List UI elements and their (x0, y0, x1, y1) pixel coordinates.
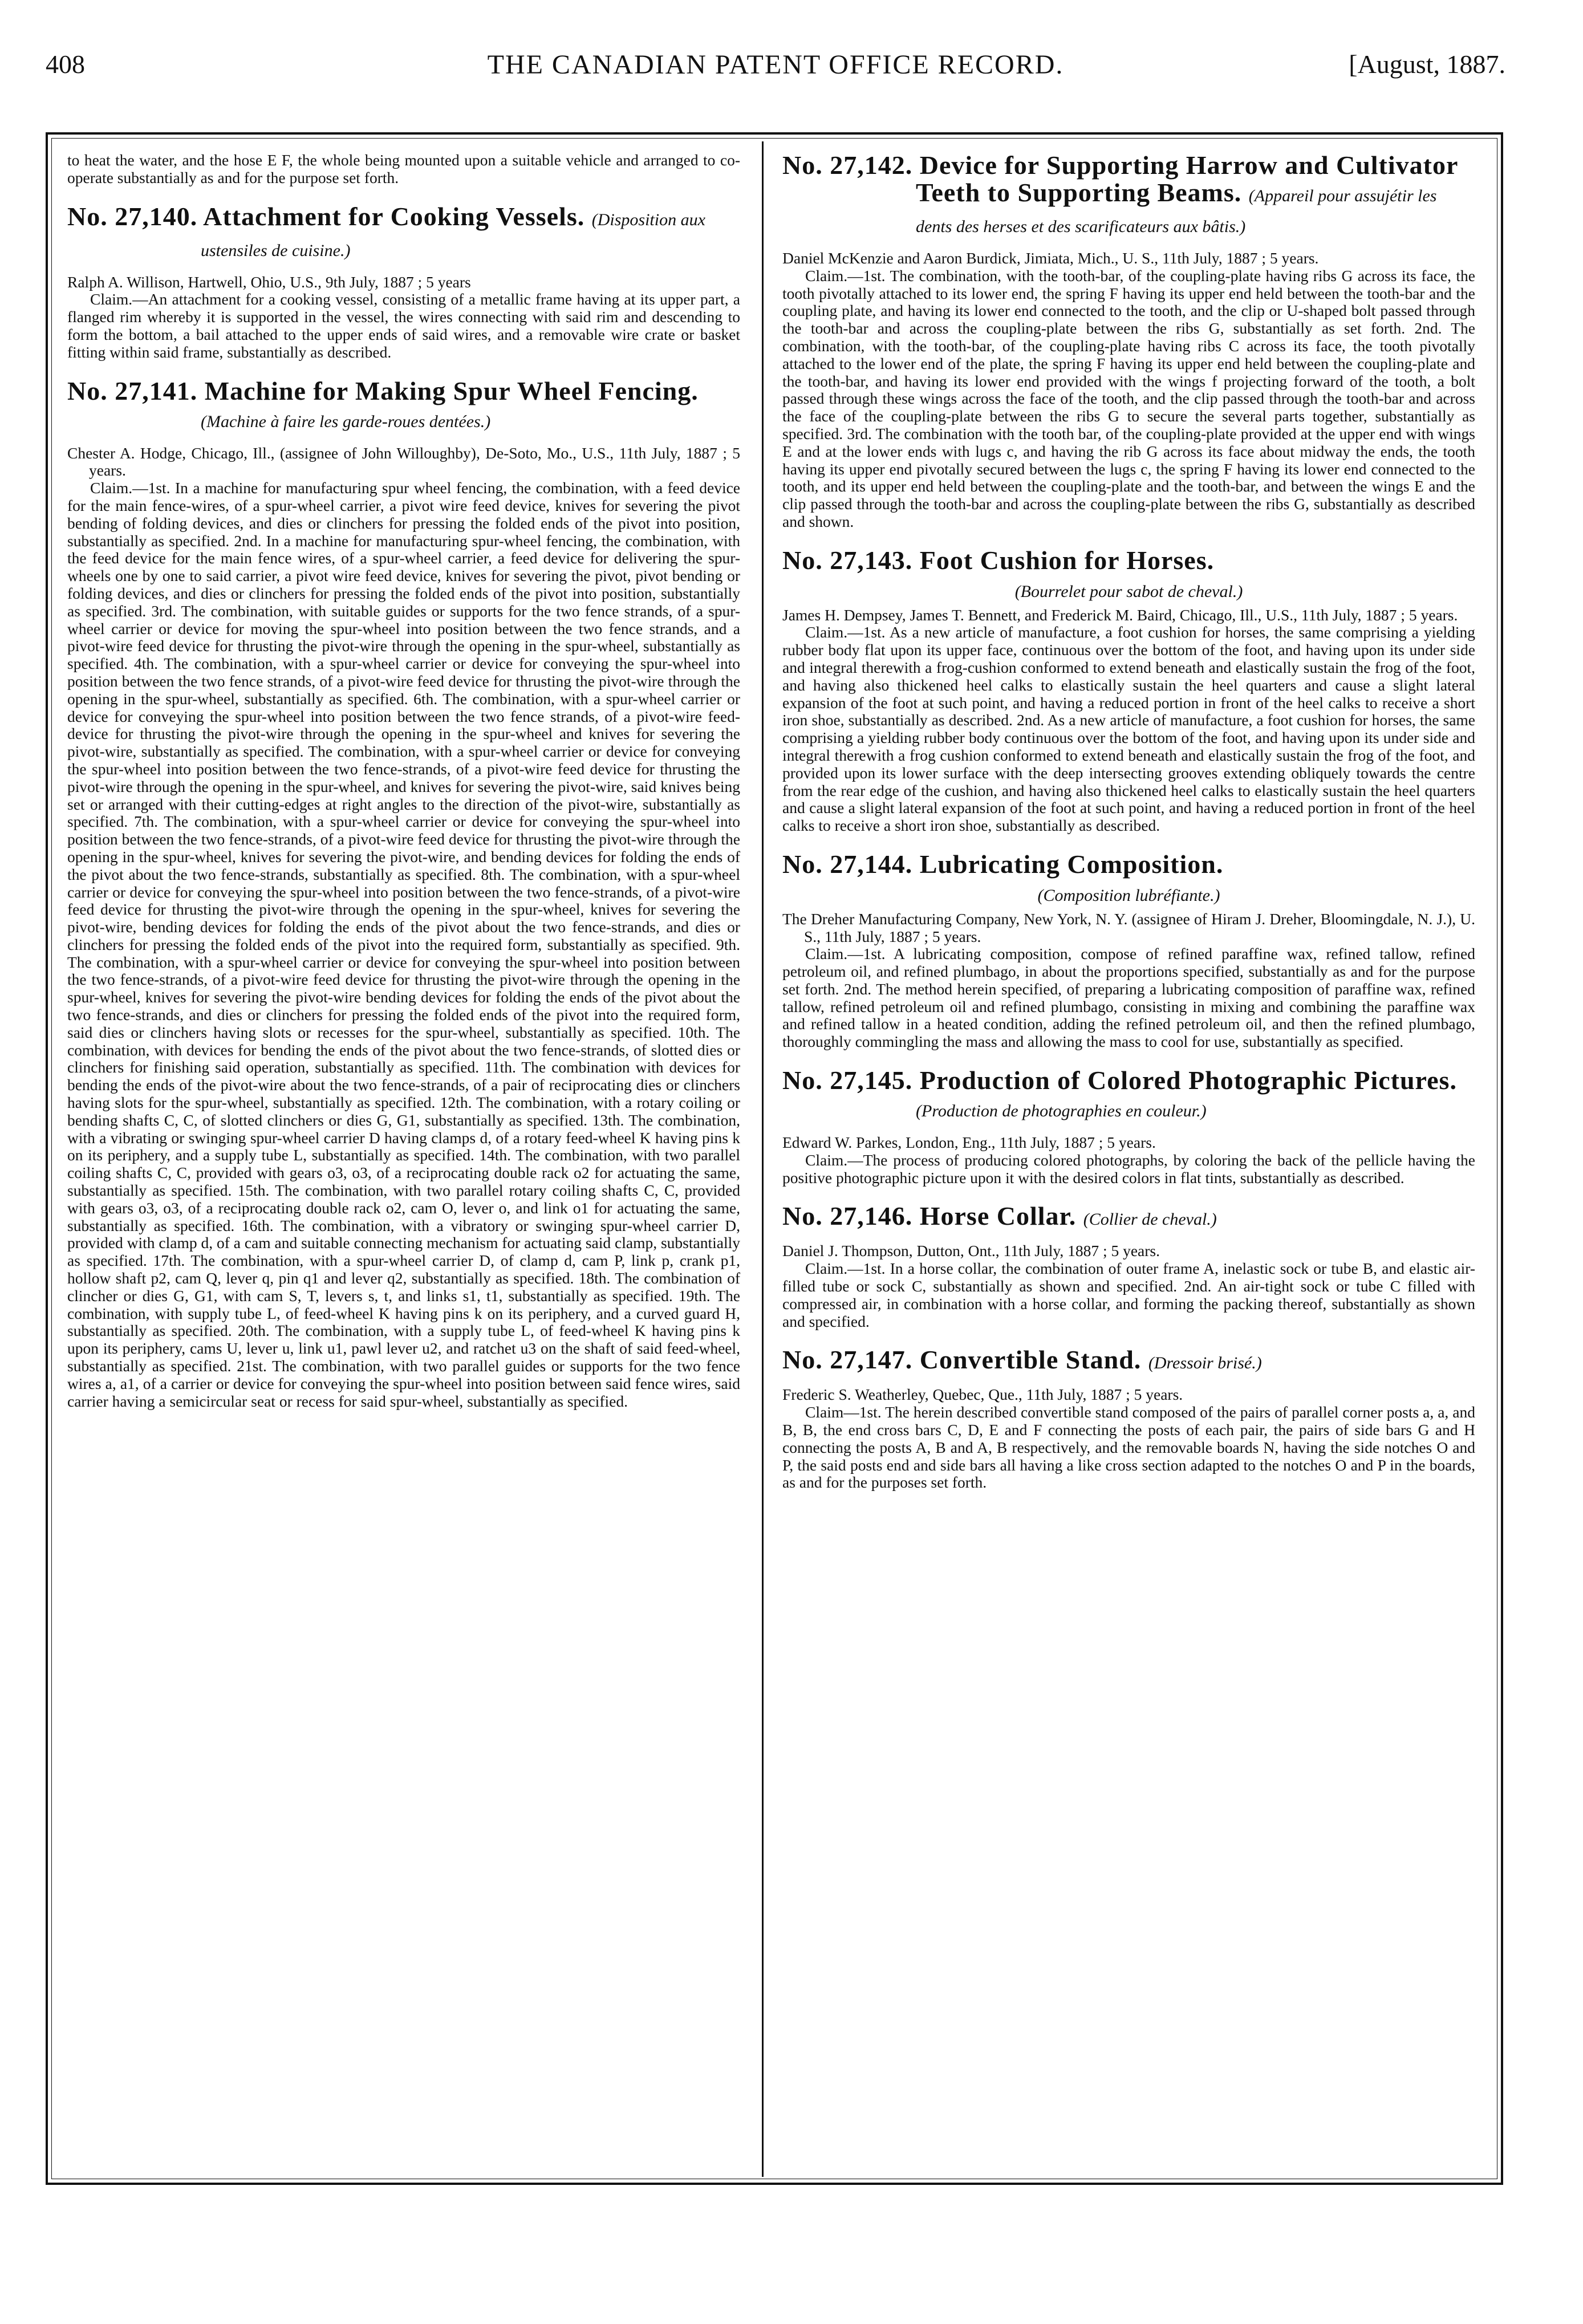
patent-heading: No. 27,142. Device for Supporting Harrow and Cultivator Teeth to Supporting Beams. (Appareil pour assujétir les dents des herses et des scarificateurs aux bâtis.) (782, 151, 1458, 236)
patent-entry-27140 (67, 203, 740, 361)
patent-entry-27146 (782, 1202, 1475, 1330)
page-header (46, 49, 1505, 106)
french-title: (Machine à faire les garde-roues dentées.) (201, 412, 491, 431)
french-title: (Composition lubréfiante.) (1037, 885, 1220, 905)
patent-entry-27147 (782, 1346, 1475, 1492)
right-column (782, 152, 1475, 1492)
french-title: (Bourrelet pour sabot de cheval.) (1014, 582, 1243, 601)
patent-heading: No. 27,144. Lubricating Composition. (782, 849, 1224, 879)
patent-entry-27143 (782, 547, 1475, 835)
french-title: (Disposition aux ustensiles de cuisine.) (201, 210, 705, 260)
patentee-line: Daniel J. Thompson, Dutton, Ont., 11th July, 1887 ; 5 years. (782, 1242, 1160, 1260)
patent-entry-27144 (782, 851, 1475, 1051)
patent-heading: No. 27,146. Horse Collar. (Collier de cheval.) (782, 1201, 1217, 1231)
patent-heading: No. 27,140. Attachment for Cooking Vessels. (Disposition aux ustensiles de cuisine.) (67, 201, 705, 260)
patent-heading: No. 27,145. Production of Colored Photographic Pictures. (Production de photographies en couleur.) (782, 1066, 1457, 1121)
claim-text: Claim.—1st. In a machine for manufacturing spur wheel fencing, the combination, with a feed device for the main fence-wires, of a spur-wheel carrier, a pivot wire feed device, knives for severing the pivot bending of folding devices, and dies or clinchers for pressing the folded ends of the pivot into position, substantially as specified. 2nd. In a machine for manufacturing spur-wheel fencing, the combination, with the feed device for the main fence wires, of a spur-wheel carrier, a feed device for delivering the spur-wheels one by one to said carrier, a pivot wire feed device, knives for severing the pivot, pivot bending or folding devices, and dies or clinchers for pressing the folded ends of the pivot into position, substantially as specified. 3rd. The combination, with suitable guides or supports for the two fence strands, of a spur-wheel carrier or device for moving the spur-wheel into position between the two fence strands, and a pivot-wire feed device for thrusting the pivot-wire through the opening in the spur-wheel, substantially as specified. 4th. The combination, with a spur-wheel carrier or device for conveying the spur-wheel into position between the two fence strands, of a pivot-wire feed device for thrusting the pivot-wire through the opening in the spur-wheel, substantially as specified. 6th. The combination, with a spur-wheel carrier or device for conveying the spur-wheel into position between the two fence strands, of a pivot-wire feed-device for thrusting the pivot-wire through the opening in the spur-wheel and knives for severing the pivot-wire, substantially as specified. The combination, with a spur-wheel carrier or device for conveying the spur-wheel into position between the two fence-strands, of a pivot-wire feed device for thrusting the pivot-wire through the opening in the spur-wheel, and knives for severing the pivot-wire, said knives being set or arranged with their cutting-edges at right angles to the direction of the pivot-wire, substantially as specified. 7th. The combination, with a spur-wheel carrier or device for conveying the spur-wheel into position between the two fence-strands, of a pivot-wire feed device for thrusting the pivot-wire through the opening in the spur-wheel, knives for severing the pivot-wire, and bending devices for folding the ends of the pivot about the two fence-strands, substantially as specified. 8th. The combination, with a spur-wheel carrier or device for conveying the spur-wheel into position between the two fence-strands, of a pivot-wire feed device for thrusting the pivot-wire through the opening in the spur-wheel, knives for severing the pivot-wire, bending devices for folding the ends of the pivot about the two fence-strands, and dies or clinchers for pressing the folded ends of the pivot into the required form, substantially as specified. 9th. The combination, with a spur-wheel carrier or device for conveying the spur-wheel into position between the two fence-strands, of a pivot-wire feed device for thrusting the pivot-wire through the opening in the spur-wheel, knives for severing the pivot-wire bending devices for folding the ends of the pivot about the two fence-strands, and dies or clinchers for pressing the folded ends of the pivot into the required form, said dies or clinchers having slots or recesses for the spur-wheel, substantially as specified. 10th. The combination, with devices for bending the ends of the pivot about the two fence-strands, of slotted dies or clinchers for finishing said operation, substantially as specified. 11th. The combination with devices for bending the ends of the pivot-wire about the two fence-strands, of a pair of reciprocating dies or clinchers having slots for the spur-wheel, substantially as specified. 12th. The combination, with a rotary coiling or bending shafts C, C, of slotted clinchers or dies G, G1, substantially as specified. 13th. The combination, with a vibrating or swinging spur-wheel carrier D having clamps d, of a rotary feed-wheel K having pins k on its periphery, and a supply tube L, substantially as specified. 14th. The combination, with two parallel coiling shafts C, C, provided with gears o3, o3, of a reciprocating double rack o2 for actuating the same, substantially as specified. 15th. The combination, with two parallel rotary coiling shafts C, C, provided with gears o3, o3, of a reciprocating double rack o2, cam O, lever o, and link o1 for actuating the same, substantially as specified. 16th. The combination, with a vibratory or swinging spur-wheel carrier D, provided with clamp d, of a cam and suitable connecting mechanism for actuating said clamp, substantially as specified. 17th. The combination, with a spur-wheel carrier D, of clamp d, cam P, link p, crank p1, hollow shaft p2, cam Q, lever q, pin q1 and lever q2, substantially as specified. 18th. The combination of clincher or dies G, G1, with cam S, T, levers s, t, and links s1, t1, substantially as specified. 19th. The combination, with supply tube L, of feed-wheel K having pins k on its periphery, and a curved guard H, substantially as specified. 20th. The combination, with a supply tube L, of feed-wheel K having pins k upon its periphery, cams U, lever u, link u1, pawl lever u2, and ratchet u3 on the shaft of said feed-wheel, substantially as specified. 21st. The combination, with two parallel guides or supports for the two fence wires a, a1, of a carrier or device for conveying the spur-wheel into position between said fence wires, said carrier having a semicircular seat or recess for said spur-wheel, substantially as specified. (67, 479, 740, 1410)
claim-text: Claim.—The process of producing colored photographs, by coloring the back of the pellicle having the positive photographic picture upon it with the desired colors in flat tints, substantially as described. (782, 1151, 1475, 1187)
french-title: (Dressoir brisé.) (1148, 1354, 1262, 1373)
patentee-line: Daniel McKenzie and Aaron Burdick, Jimiata, Mich., U. S., 11th July, 1887 ; 5 years. (782, 249, 1319, 267)
patent-heading: No. 27,141. Machine for Making Spur Wheel Fencing. (Machine à faire les garde-roues dentées.) (67, 376, 699, 431)
claim-text: Claim.—1st. As a new article of manufacture, a foot cushion for horses, the same comprising a yielding rubber body flat upon its upper face, continuous over the bottom of the foot, and having upon its under side and integral therewith a frog-cushion conformed to extend beneath and elastically sustain the frog of the foot, and having also thickened heel calks to elastically sustain the heel quarters and cause a slight lateral expansion of the foot at such point, and having a reduced portion in front of the heel calks to receive a short iron shoe, substantially as described. 2nd. As a new article of manufacture, a foot cushion for horses, the same comprising a yielding rubber body continuous over the bottom of the foot, and having upon its under side and integral therewith a frog cushion conformed to extend beneath and elastically sustain the frog of the foot, and provided upon its lower surface with the deep intersecting grooves extending obliquely towards the centre from the rear edge of the cushion, and having also thickened heel calks to elastically sustain the heel quarters and cause a slight lateral expansion of the foot at such point, and having a reduced portion in front of the heel calks to receive a short iron shoe, substantially as described. (782, 623, 1475, 835)
patent-heading: No. 27,143. Foot Cushion for Horses. (782, 545, 1215, 575)
left-column (67, 152, 740, 1410)
continued-claim-text: to heat the water, and the hose E F, the whole being mounted upon a suitable vehicle and arranged to co-operate substantially as and for the purpose set forth. (67, 151, 740, 186)
french-title: (Production de photographies en couleur.) (916, 1102, 1207, 1121)
claim-text: Claim—1st. The herein described convertible stand composed of the pairs of parallel corner posts a, a, and B, B, the end cross bars C, D, E and F connecting the posts of each pair, the pairs of side bars G and H connecting the posts A, B and A, B respectively, and the removable boards N, having the side notches O and P, the said posts end and side bars all having a like cross section adapted to the notches O and P in the boards, as and for the purposes set forth. (782, 1403, 1475, 1492)
french-title: (Appareil pour assujétir les dents des herses et des scarificateurs aux bâtis.) (916, 186, 1437, 236)
patentee-line: Chester A. Hodge, Chicago, Ill., (assignee of John Willoughby), De-Soto, Mo., U.S., 11th July, 1887 ; 5 years. (67, 444, 740, 480)
patent-heading: No. 27,147. Convertible Stand. (Dressoir brisé.) (782, 1345, 1262, 1375)
patentee-line: Edward W. Parkes, London, Eng., 11th July, 1887 ; 5 years. (782, 1133, 1156, 1152)
patentee-line: The Dreher Manufacturing Company, New York, N. Y. (assignee of Hiram J. Dreher, Bloomingdale, N. J.), U. S., 11th July, 1887 ; 5 years. (782, 909, 1475, 945)
claim-text: Claim.—1st. In a horse collar, the combination of outer frame A, inelastic sock or tube B, and elastic air-filled tube or sock C, substantially as shown and specified. 2nd. An air-tight sock or tube C filled with compressed air, in combination with a horse collar, and forming the packing thereof, substantially as shown and specified. (782, 1259, 1475, 1330)
claim-text: Claim.—1st. The combination, with the tooth-bar, of the coupling-plate having ribs G across its face, the tooth pivotally attached to its lower end, the spring F having its upper end held between the tooth-bar and the coupling plate, and having its lower end connected to the tooth, and the clip or U-shaped bolt passed through the tooth-bar and across the coupling-plate between the ribs G, substantially as set forth. 2nd. The combination, with the tooth-bar, of the coupling-plate having ribs C across its face, the tooth pivotally attached to the lower end of the plate, the spring F having its upper end held between the coupling-plate and the tooth-bar, and having its lower end provided with the wings f projecting forward of the tooth, a bolt passed through these wings across the face of the tooth, and the clip passed through the tooth-bar and across the face of the coupling-plate between the ribs G to secure the several parts together, substantially as specified. 3rd. The combination with the tooth bar, of the coupling-plate provided at the upper end with wings E and at the lower ends with lugs c, and having the rib G across its face about midway the ends, the tooth having its upper end pivotally secured between the lugs c, the spring F having its lower end connected to the tooth, and its upper end held between the coupling-plate and the tooth-bar, and between the wings E and the clip passed through the tooth-bar and across the coupling-plate between the ribs G, substantially as described and shown. (782, 266, 1475, 530)
claim-text: Claim.—An attachment for a cooking vessel, consisting of a metallic frame having at its upper part, a flanged rim whereby it is supported in the vessel, the wires connecting with said rim and descending to form the bottom, a bail attached to the upper ends of said wires, and a removable wire crate or basket fitting within said frame, substantially as described. (67, 290, 740, 361)
patent-entry-27145 (782, 1067, 1475, 1187)
patentee-line: Frederic S. Weatherley, Quebec, Que., 11th July, 1887 ; 5 years. (782, 1386, 1183, 1404)
patent-entry-27142 (782, 152, 1475, 531)
page-number: 408 (46, 50, 85, 79)
column-divider (762, 141, 764, 2177)
patentee-line: Ralph A. Willison, Hartwell, Ohio, U.S., 9th July, 1887 ; 5 years (67, 273, 471, 291)
claim-text: Claim.—1st. A lubricating composition, compose of refined paraffine wax, refined tallow, refined petroleum oil, and refined plumbago, in about the proportions specified, substantially as and for the purpose set forth. 2nd. The method herein specified, of preparing a lubricating composition of paraffine wax, refined tallow, refined petroleum oil and refined plumbago, consisting in mixing and combining the paraffine wax and refined tallow in a heated condition, adding the refined petroleum oil, and then the refined plumbago, thoroughly commingling the mass and allowing the mass to cool for use, substantially as specified. (782, 945, 1475, 1051)
issue-date: [August, 1887. (1349, 50, 1505, 79)
patent-entry-27141 (67, 377, 740, 1411)
french-title: (Collier de cheval.) (1083, 1210, 1217, 1229)
patentee-line: James H. Dempsey, James T. Bennett, and Frederick M. Baird, Chicago, Ill., U.S., 11th July, 1887 ; 5 years. (782, 606, 1458, 624)
running-title: THE CANADIAN PATENT OFFICE RECORD. (487, 50, 1064, 80)
